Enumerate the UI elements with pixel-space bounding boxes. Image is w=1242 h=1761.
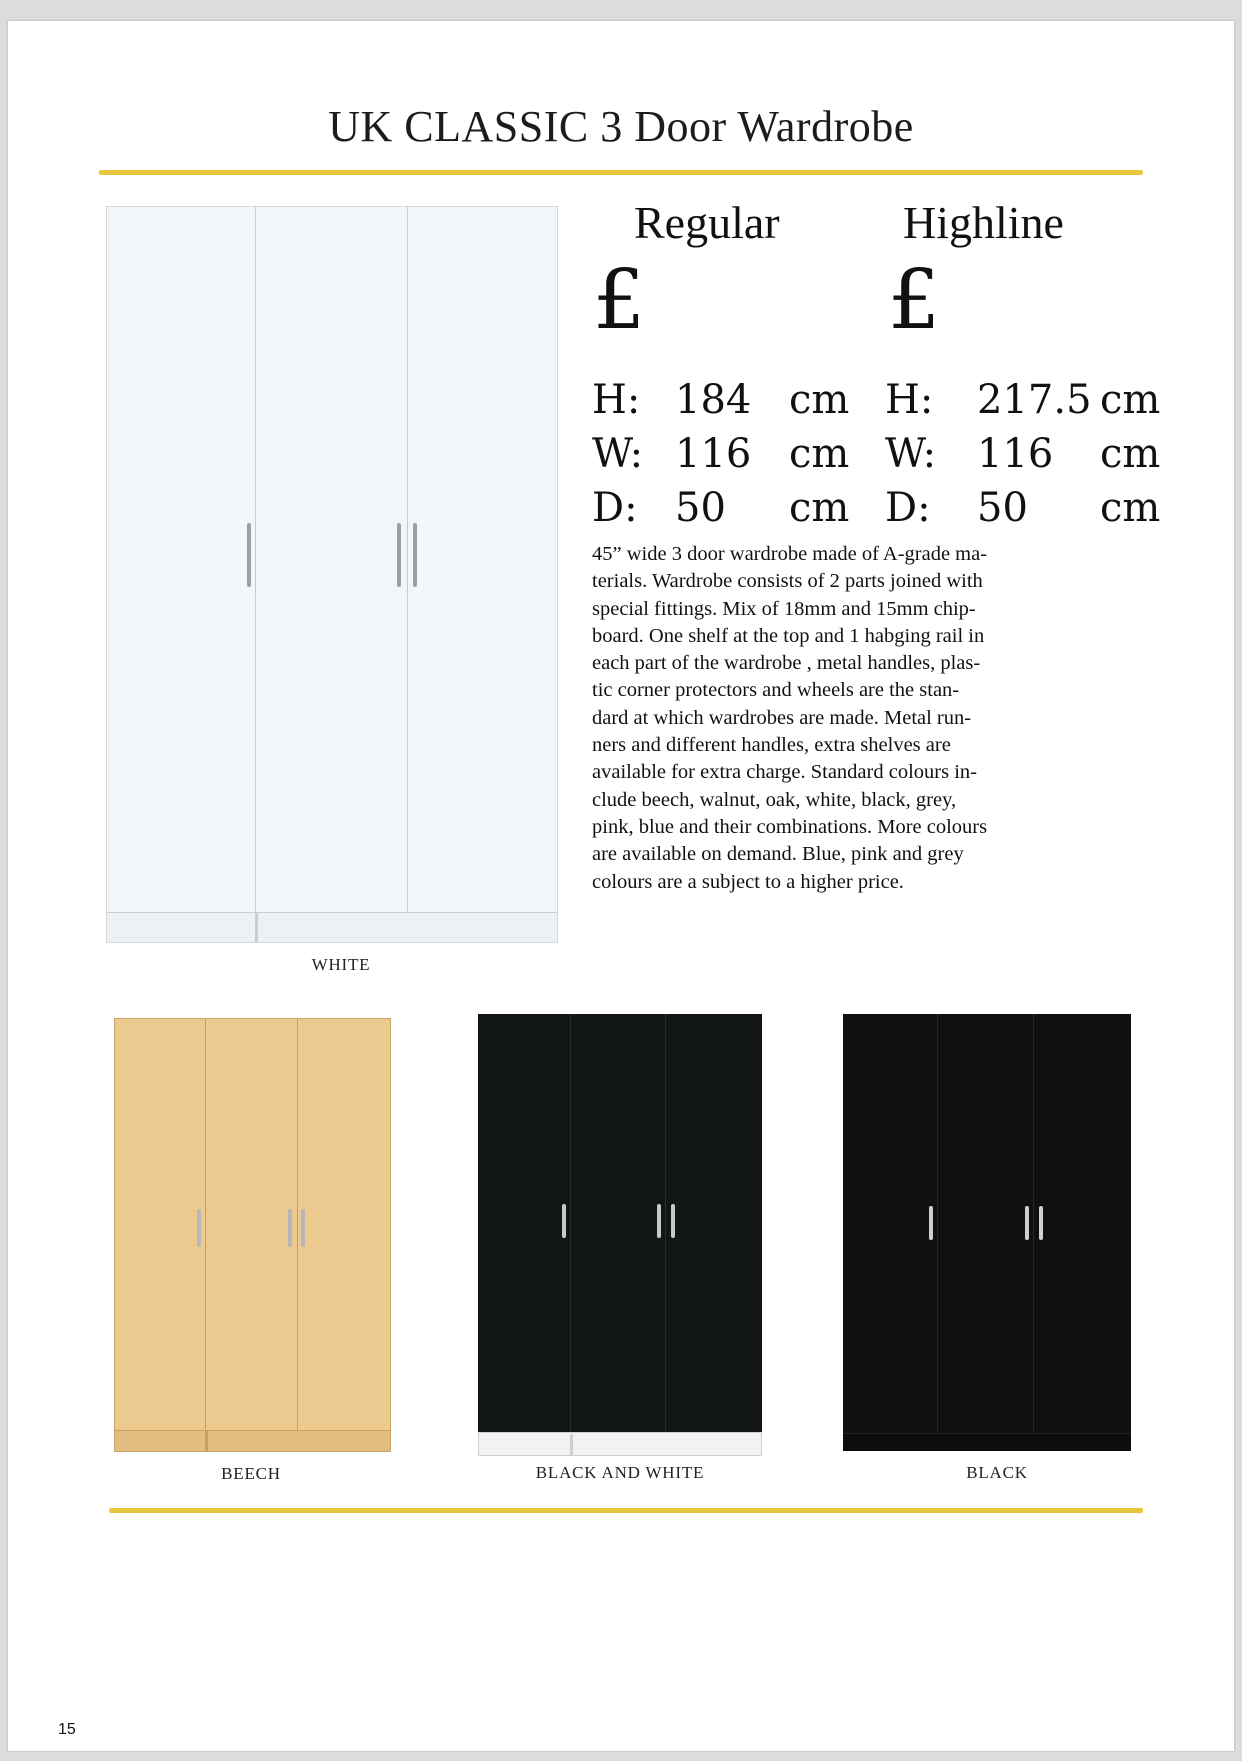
wardrobe-handle bbox=[413, 523, 417, 587]
wardrobe-plinth bbox=[478, 1432, 762, 1456]
wardrobe-door-middle bbox=[206, 1019, 298, 1431]
dim-value: 50 bbox=[675, 485, 726, 531]
product-description: 45” wide 3 door wardrobe made of A-grade ma- terials. Wardrobe consists of 2 parts joined with special fittings. Mix of 18mm and 15mm chip- board. One shelf at the top and 1 habging rail in each part of the wardrobe , metal handles, plas- tic corner protectors and wheels are the stan- dard at which wardrobes are made. Metal run- ners and different handles, extra shelves are available for extra charge. Standard colours in- clude beech, walnut, oak, white, black, grey, pink, blue and their combinations. More colours are available on demand. Blue, pink and grey colours are a subject to a higher price. bbox=[592, 543, 988, 893]
wardrobe-image-black-and-white bbox=[478, 1014, 762, 1456]
dim-unit: cm bbox=[789, 431, 850, 477]
caption-white: WHITE bbox=[311, 955, 371, 974]
wardrobe-door-left bbox=[115, 1019, 206, 1431]
wardrobe-plinth-split bbox=[205, 1431, 208, 1451]
dim-unit: cm bbox=[789, 485, 850, 531]
wardrobe-handle bbox=[657, 1204, 661, 1238]
wardrobe-handle bbox=[301, 1209, 305, 1247]
page-number: 15 bbox=[58, 1721, 76, 1738]
wardrobe-image-white bbox=[106, 206, 558, 943]
dim-label: D: bbox=[885, 485, 931, 531]
highline-heading: Highline bbox=[903, 197, 1064, 248]
bottom-divider bbox=[109, 1508, 1143, 1513]
dim-label: H: bbox=[592, 377, 641, 423]
dim-label: D: bbox=[592, 485, 638, 531]
wardrobe-door-left bbox=[107, 207, 256, 913]
wardrobe-image-black bbox=[843, 1014, 1131, 1451]
dim-value: 184 bbox=[675, 377, 752, 423]
dim-value: 116 bbox=[675, 431, 752, 477]
page-title: UK CLASSIC 3 Door Wardrobe bbox=[328, 102, 914, 151]
wardrobe-handle bbox=[562, 1204, 566, 1238]
dim-unit: cm bbox=[789, 377, 850, 423]
dimension-row-depth bbox=[592, 481, 1161, 535]
dim-value: 116 bbox=[977, 431, 1054, 477]
wardrobe-door-left bbox=[478, 1014, 571, 1434]
wardrobe-handle bbox=[247, 523, 251, 587]
dim-value: 50 bbox=[977, 485, 1028, 531]
catalog-page bbox=[8, 21, 1234, 1751]
top-divider bbox=[99, 170, 1143, 175]
wardrobe-door-left bbox=[843, 1014, 938, 1434]
caption-black: BLACK bbox=[966, 1463, 1028, 1482]
dim-label: W: bbox=[592, 431, 644, 477]
dimension-row-width bbox=[592, 427, 1161, 481]
wardrobe-handle bbox=[197, 1209, 201, 1247]
wardrobe-handle bbox=[288, 1209, 292, 1247]
wardrobe-door-middle bbox=[571, 1014, 666, 1434]
wardrobe-plinth bbox=[843, 1433, 1131, 1451]
wardrobe-handle bbox=[929, 1206, 933, 1240]
regular-heading: Regular bbox=[634, 197, 780, 248]
wardrobe-plinth-split bbox=[255, 913, 258, 942]
wardrobe-handle bbox=[397, 523, 401, 587]
wardrobe-handle bbox=[1025, 1206, 1029, 1240]
caption-black-and-white: BLACK AND WHITE bbox=[535, 1463, 705, 1482]
dim-unit: cm bbox=[1100, 431, 1161, 477]
wardrobe-door-middle bbox=[256, 207, 408, 913]
wardrobe-handle bbox=[671, 1204, 675, 1238]
wardrobe-door-middle bbox=[938, 1014, 1034, 1434]
dim-unit: cm bbox=[1100, 485, 1161, 531]
dimension-row-height bbox=[592, 373, 1161, 427]
wardrobe-image-beech bbox=[114, 1018, 391, 1452]
dim-value: 217.5 bbox=[977, 377, 1092, 423]
dimensions-table bbox=[592, 373, 1161, 535]
highline-price-symbol: £ bbox=[888, 253, 941, 348]
wardrobe-door-right bbox=[408, 207, 557, 913]
wardrobe-handle bbox=[1039, 1206, 1043, 1240]
regular-price-symbol: £ bbox=[593, 253, 646, 348]
dim-label: H: bbox=[885, 377, 934, 423]
caption-beech: BEECH bbox=[221, 1464, 281, 1483]
wardrobe-plinth bbox=[107, 912, 557, 942]
dim-unit: cm bbox=[1100, 377, 1161, 423]
dim-label: W: bbox=[885, 431, 937, 477]
wardrobe-plinth bbox=[115, 1430, 390, 1451]
wardrobe-plinth-split bbox=[570, 1434, 573, 1456]
